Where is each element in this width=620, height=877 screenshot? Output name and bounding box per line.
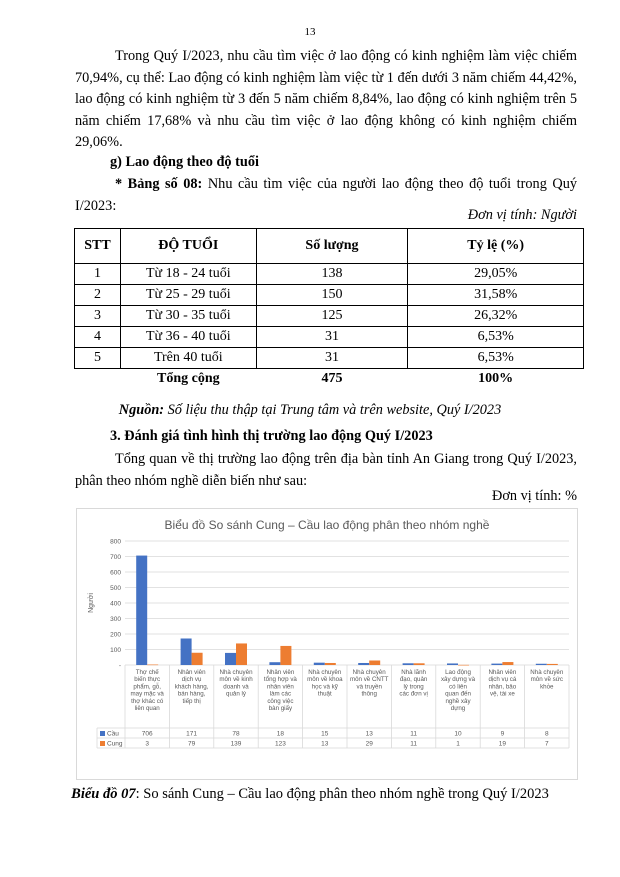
row-count: 31	[256, 327, 408, 348]
data-label: 11	[410, 740, 417, 748]
intro-paragraph: Trong Quý I/2023, nhu cầu tìm việc ở lao động có kinh nghiệm làm việc chiếm 70,94%, cụ thể: Lao động có kinh nghiệm làm việc từ 1 đến dưới 3 năm chiếm 44,42%, lao động có kinh nghiệm từ 3 đến 5 năm chiếm 8,84%, lao động có kinh nghiệm trên 5 năm chiếm 17,68% và nhu cầu tìm việc ở lao động không có kinh nghiệm chiếm 29,06%.	[75, 48, 577, 150]
bar-cau	[269, 662, 280, 665]
table8-source	[0, 402, 620, 419]
legend-label-cau: Cầu	[107, 730, 119, 738]
x-tick-label: Nhà chuyên môn về CNTT và truyền thông	[349, 669, 389, 698]
y-tick-label: -	[118, 662, 121, 670]
row-count: 125	[256, 306, 408, 327]
data-label: 1	[456, 740, 460, 748]
legend-key-cau	[100, 731, 105, 736]
row-count: 31	[256, 348, 408, 369]
y-tick-label: 200	[110, 631, 121, 639]
total-pct: 100%	[478, 371, 514, 386]
source-label: Nguồn:	[118, 402, 165, 418]
bar-cung	[547, 664, 558, 665]
y-tick-label: 800	[110, 538, 121, 546]
row-age: Từ 30 - 35 tuổi	[120, 306, 256, 327]
chart-title: Biểu đồ So sánh Cung – Cầu lao động phân theo nhóm nghề	[164, 518, 490, 532]
data-label: 15	[321, 730, 329, 738]
row-count: 138	[256, 264, 408, 285]
y-tick-label: 500	[110, 585, 121, 592]
x-tick-label: Nhà chuyên môn về sức khỏe	[530, 669, 564, 691]
section-g-heading: g) Lao động theo độ tuổi	[110, 154, 259, 170]
header-age: ĐỘ TUỔI	[120, 229, 256, 264]
data-label: 7	[544, 740, 549, 748]
x-tick-label: Nhà chuyên môn về kinh doanh và quản lý	[219, 669, 253, 698]
data-label: 706	[141, 730, 153, 738]
legend-label-cung: Cung	[107, 740, 123, 748]
table-header-row	[75, 229, 584, 264]
data-label: 79	[187, 740, 196, 748]
bar-cung	[458, 665, 469, 666]
data-label: 9	[500, 730, 505, 738]
bar-cau	[314, 663, 325, 665]
data-label: 19	[498, 740, 507, 748]
x-tick-label: Nhà lãnh đạo, quản lý trong các đơn vị	[399, 669, 428, 698]
y-tick-label: 100	[110, 647, 121, 654]
bar-cau	[536, 664, 547, 665]
y-axis-label: Người	[88, 593, 95, 613]
data-label: 3	[145, 740, 150, 748]
table-row	[75, 348, 584, 369]
table8-label: * Bảng số 08:	[115, 176, 203, 192]
total-count: 475	[321, 371, 343, 386]
source-text: Số liệu thu thập tại Trung tâm và trên website, Quý I/2023	[164, 402, 502, 418]
row-age: Từ 18 - 24 tuổi	[120, 264, 256, 285]
legend-key-cung	[100, 741, 105, 746]
bar-cung	[325, 663, 336, 665]
header-pct: Tỷ lệ (%)	[408, 229, 584, 264]
row-pct: 6,53%	[408, 348, 584, 369]
data-label: 13	[365, 730, 373, 738]
row-age: Trên 40 tuổi	[120, 348, 256, 369]
row-stt: 1	[75, 264, 121, 285]
data-label: 8	[544, 730, 549, 738]
header-count: Số lượng	[256, 229, 408, 264]
bar-cau	[136, 556, 147, 665]
bar-cau	[403, 663, 414, 665]
bar-cau	[181, 638, 192, 665]
bar-cung	[502, 662, 513, 665]
row-pct: 6,53%	[408, 327, 584, 348]
x-tick-label: Nhân viên dịch vụ cá nhân, bảo vệ, tài xe	[488, 669, 517, 698]
row-pct: 31,58%	[408, 285, 584, 306]
supply-demand-chart	[76, 508, 578, 780]
y-tick-label: 700	[110, 554, 121, 561]
chart-canvas	[77, 509, 577, 779]
data-label: 29	[365, 740, 373, 748]
data-label: 18	[276, 730, 285, 738]
y-tick-label: 300	[110, 616, 121, 623]
row-age: Từ 36 - 40 tuổi	[120, 327, 256, 348]
bar-cung	[414, 663, 425, 665]
data-label: 10	[454, 730, 462, 738]
data-label: 78	[232, 730, 240, 738]
x-tick-label: Thợ chế biến thực phẩm, gỗ, may mặc và thợ khác có liên quan	[130, 669, 164, 712]
bar-cau	[447, 663, 458, 665]
row-stt: 2	[75, 285, 121, 306]
row-age: Từ 25 - 29 tuổi	[120, 285, 256, 306]
data-label: 13	[321, 740, 329, 748]
bar-cung	[147, 665, 158, 666]
chart-caption-text: : So sánh Cung – Cầu lao động phân theo nhóm nghề trong Quý I/2023	[135, 786, 549, 802]
unit-percent: Đơn vị tính: %	[492, 488, 577, 504]
page-number: 13	[304, 26, 316, 38]
row-stt: 5	[75, 348, 121, 369]
section3-heading: 3. Đánh giá tình hình thị trường lao động Quý I/2023	[110, 428, 433, 444]
table8-caption: Nhu cầu tìm việc của người lao động theo độ tuổi trong Quý I/2023:	[75, 176, 578, 214]
data-label: 171	[186, 730, 198, 738]
section3-paragraph: Tổng quan về thị trường lao động trên địa bàn tỉnh An Giang trong Quý I/2023, phân theo nhóm nghề diễn biến như sau:	[75, 451, 577, 489]
header-stt: STT	[75, 229, 121, 264]
chart-caption	[0, 786, 620, 803]
data-label: 139	[230, 740, 242, 748]
table8-unit: Đơn vị tính: Người	[467, 207, 577, 223]
x-tick-label: Nhân viên dịch vụ khách hàng, bán hàng, tiếp thị	[174, 669, 209, 705]
bar-cau	[358, 663, 369, 665]
y-tick-label: 400	[110, 600, 121, 608]
total-label: Tổng cộng	[156, 371, 220, 386]
table-row	[75, 285, 584, 306]
row-count: 150	[256, 285, 408, 306]
data-label: 11	[410, 730, 417, 738]
row-pct: 26,32%	[408, 306, 584, 327]
bar-cung	[369, 661, 380, 665]
table-row	[75, 306, 584, 327]
y-tick-label: 600	[110, 569, 121, 577]
bar-cung	[280, 646, 291, 665]
row-stt: 4	[75, 327, 121, 348]
x-tick-label: Lao động xây dựng và có liên quan đến nghề xây dựng	[440, 669, 476, 712]
age-table	[74, 228, 584, 389]
bar-cau	[225, 653, 236, 665]
row-pct: 29,05%	[408, 264, 584, 285]
table-row	[75, 327, 584, 348]
table-total-row	[75, 369, 584, 390]
x-tick-label: Nhà chuyên môn về khoa học và kỹ thuật	[307, 669, 343, 698]
data-label: 123	[274, 740, 286, 748]
table-row	[75, 264, 584, 285]
chart-caption-label: Biểu đồ 07	[71, 786, 136, 802]
row-stt: 3	[75, 306, 121, 327]
bar-cung	[236, 643, 247, 665]
x-tick-label: Nhân viên tổng hợp và nhân viên làm các công việc bàn giấy	[263, 669, 297, 712]
bar-cung	[192, 653, 203, 665]
bar-cau	[491, 664, 502, 665]
